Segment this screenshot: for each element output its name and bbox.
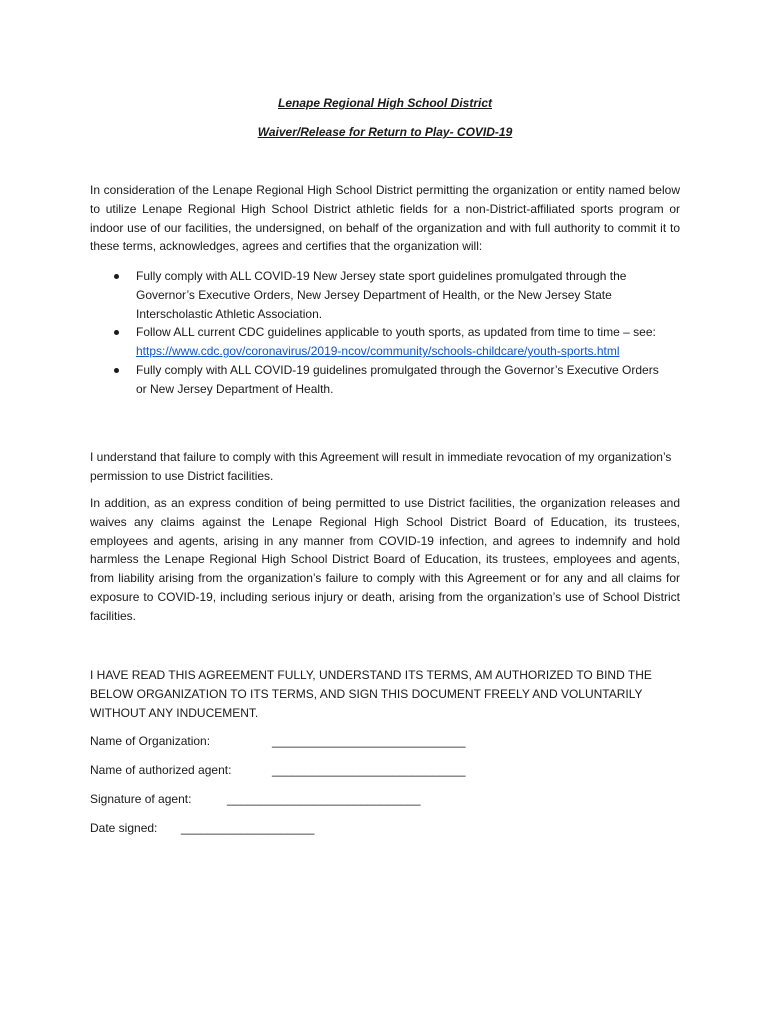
agent-name-blank[interactable]: _____________________________ (272, 763, 466, 777)
organization-blank[interactable]: _____________________________ (272, 734, 466, 748)
document-subtitle: Waiver/Release for Return to Play- COVID-19 (257, 125, 513, 139)
obligations-list (90, 267, 680, 399)
agent-name-label: Name of authorized agent: (90, 763, 232, 777)
bullet-text: Fully comply with ALL COVID-19 guidelines promulgated through the Governor’s Executive Orders or New Jersey Department of Health. (136, 362, 659, 396)
acknowledgement-paragraph: I HAVE READ THIS AGREEMENT FULLY, UNDERSTAND ITS TERMS, AM AUTHORIZED TO BIND THE BELOW ORGANIZATION TO ITS TERMS, AND SIGN THIS DOCUMENT FREELY AND VOLUNTARILY WITHOUT ANY INDUCEMENT. (90, 668, 652, 720)
bullet-icon (114, 274, 119, 279)
signature-blank[interactable]: _____________________________ (227, 792, 421, 806)
list-item (90, 323, 666, 361)
waiver-paragraph: In addition, as an express condition of being permitted to use District facilities, the organization releases and waives any claims against the Lenape Regional High School District Board of Education, its trustees, employees and agents, arising in any manner from COVID-19 infection, and agrees to indemnify and hold harmless the Lenape Regional High School District Board of Education, its trustees, employees and agents, from liability arising from the organization’s failure to comply with this Agreement or for any and all claims for exposure to COVID-19, including serious injury or death, arising from the organization’s use of School District facilities. (90, 496, 680, 623)
list-item (90, 267, 666, 323)
signature-label: Signature of agent: (90, 792, 192, 806)
date-signed-field[interactable] (90, 820, 315, 836)
date-signed-blank[interactable]: ____________________ (181, 821, 315, 835)
agent-name-field[interactable] (90, 762, 466, 778)
document-title: Lenape Regional High School District (277, 96, 493, 110)
bullet-text: Follow ALL current CDC guidelines applicable to youth sports, as updated from time to time – see: (136, 325, 656, 340)
intro-paragraph: In consideration of the Lenape Regional High School District permitting the organization or entity named below to utilize Lenape Regional High School District athletic fields for a non-District-affiliated sports program or indoor use of our facilities, the undersigned, on behalf of the organization and with full authority to commit it to these terms, acknowledges, agrees and certifies that the organization will: (90, 183, 680, 254)
bullet-icon (114, 330, 119, 335)
date-signed-label: Date signed: (90, 821, 158, 835)
list-item (90, 361, 666, 399)
cdc-guidelines-link[interactable]: https://www.cdc.gov/coronavirus/2019-ncov/community/schools-childcare/youth-sports.html (136, 344, 620, 359)
understand-paragraph: I understand that failure to comply with this Agreement will result in immediate revocation of my organization’s permission to use District facilities. (90, 450, 672, 483)
organization-field[interactable] (90, 733, 466, 749)
signature-field[interactable] (90, 791, 421, 807)
bullet-text: Fully comply with ALL COVID-19 New Jersey state sport guidelines promulgated through the Governor’s Executive Orders, New Jersey Department of Health, or the New Jersey State Interscholastic Athletic Association. (136, 269, 627, 321)
bullet-icon (114, 368, 119, 373)
organization-label: Name of Organization: (90, 734, 211, 748)
